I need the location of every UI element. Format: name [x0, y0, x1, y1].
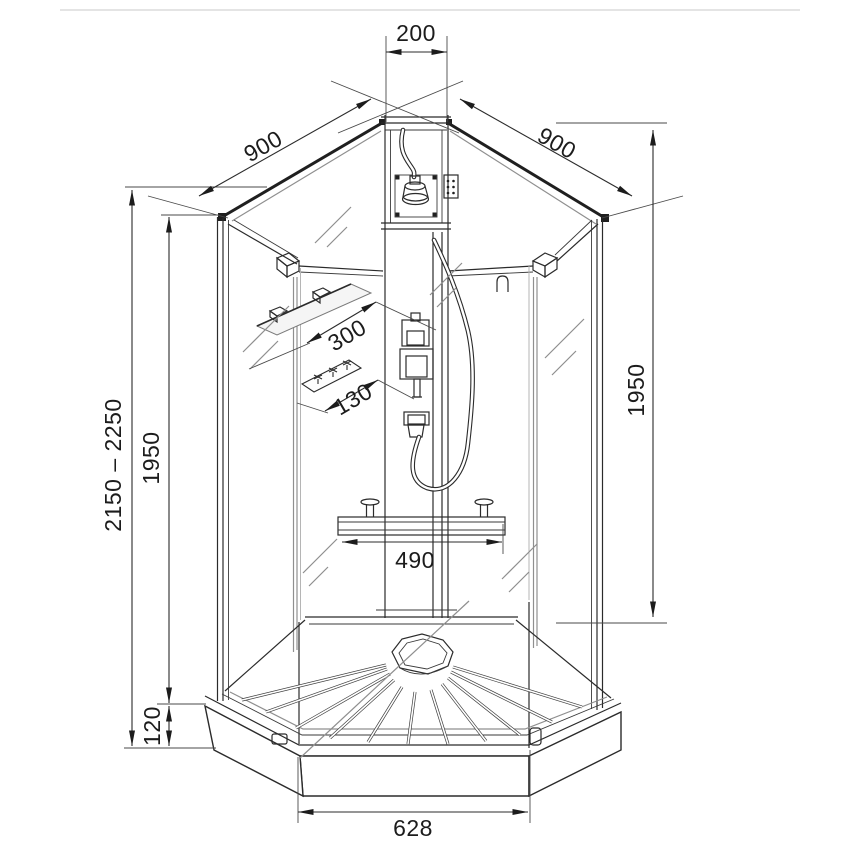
dim-label-tray-height: 120 [139, 706, 165, 746]
dim-label-overall-height: 2150 – 2250 [100, 398, 126, 532]
dim-label-glass-height-right: 1950 [623, 363, 649, 417]
dim-label-inner-height-left: 1950 [138, 431, 164, 485]
seat-knob-right [475, 499, 493, 517]
dim-label-right-depth: 900 [533, 121, 581, 165]
control-keypad [444, 175, 458, 198]
dimension-lines [132, 52, 653, 812]
seat-knob-left [361, 499, 379, 517]
mixer-box [400, 349, 433, 397]
dim-label-shelf-width: 300 [323, 313, 371, 357]
dim-label-seat-width: 490 [395, 547, 435, 573]
door-hook [497, 276, 508, 292]
dim-label-front-width: 628 [393, 815, 433, 841]
shower-tray [205, 601, 621, 796]
dimension-labels [100, 20, 649, 841]
glass-clamp-right [533, 253, 557, 277]
dim-label-mixer-width: 130 [329, 377, 377, 421]
dim-label-left-depth: 900 [239, 124, 287, 168]
hand-shower [404, 412, 429, 437]
diverter-box [402, 313, 429, 346]
dim-label-top-width: 200 [396, 20, 436, 46]
seat-bar [338, 499, 505, 535]
cabin-structure [218, 119, 610, 748]
drain-cover [392, 634, 453, 674]
top-shower-head [401, 130, 428, 205]
